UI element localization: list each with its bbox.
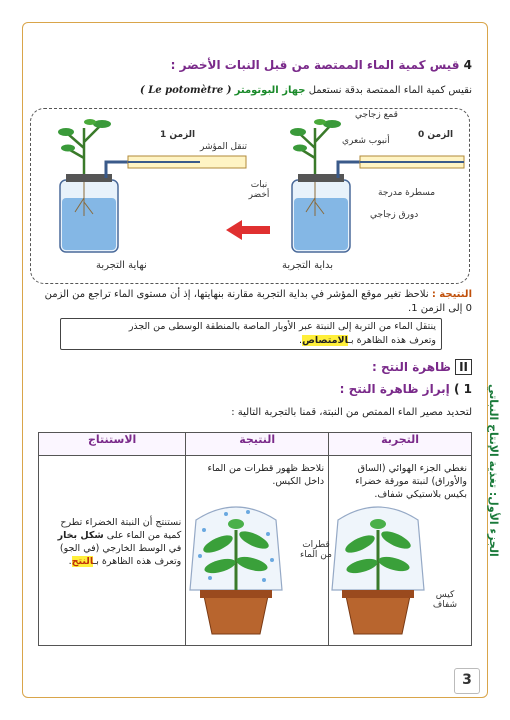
header-experiment: التجربة xyxy=(329,433,472,456)
plant-pot-experiment xyxy=(318,500,438,640)
label-start: بداية التجربة xyxy=(282,260,334,271)
section-2-1-title: 1 ) إبراز ظاهرة النتح : xyxy=(339,382,472,396)
label-plastic-bag: كيس شفاف xyxy=(432,590,458,610)
label-green-plant: نبات أخضر xyxy=(248,180,270,200)
plant-pot-result xyxy=(176,500,296,640)
conclusion-text: ينتقل الماء من التربة إلى النبتة عبر الأوبار الماصة بالمنطقة الوسطى من الجذر وتعرف هذه الظاهرة بـالامتصاص. xyxy=(128,321,436,346)
red-arrow xyxy=(226,220,270,240)
section-4-title: 4 قيس كمية الماء الممتصة من قبل النبات الأخضر : xyxy=(170,58,472,72)
term-transpiration: النتح xyxy=(71,556,94,567)
label-graduated-ruler: مسطرة مدرجة xyxy=(378,188,436,198)
label-end: نهاية التجربة xyxy=(96,260,147,271)
label-glass-flask: دورق زجاجي xyxy=(370,210,419,220)
label-time-1: الزمن 1 xyxy=(160,130,196,140)
header-result: النتيجة xyxy=(186,433,329,456)
header-conclusion: الاستنتاج xyxy=(39,433,186,456)
label-capillary: أنبوب شعري xyxy=(342,136,390,146)
label-glass-funnel: قمع زجاجي xyxy=(355,110,398,120)
section-2-intro: لتحديد مصير الماء الممتص من النبتة، قمنا بالتجربة التالية : xyxy=(231,407,472,418)
side-chapter-label: الجزء الأول: تغذية الإنتاج النباتي xyxy=(487,383,500,557)
term-absorption: الامتصاص xyxy=(302,335,349,346)
device-name-fr: ( Le potomètre ) xyxy=(140,85,232,96)
cell-result: نلاحظ ظهور قطرات من الماء داخل الكيس. xyxy=(186,456,329,646)
label-water-drops: قطرات من الماء xyxy=(300,540,332,560)
device-name: جهاز البوتومتر xyxy=(234,85,306,96)
page-number: 3 xyxy=(454,668,480,694)
end-apparatus xyxy=(58,119,246,252)
label-indicator-move: تنقل المؤشر xyxy=(200,142,248,152)
cell-conclusion: نستنتج أن النبتة الخضراء تطرح كمية من الماء على شكل بخار في الوسط الخارجي (في الجو) وتعرف هذه الظاهرة بـالنتح. xyxy=(39,456,186,646)
cell-experiment: نغطي الجزء الهوائي (الساق والأوراق) لنبتة مورقة خضراء بكيس بلاستيكي شفاف. xyxy=(329,456,472,646)
label-time-0: الزمن 0 xyxy=(418,130,454,140)
section-2-title: II ظاهرة النتح : xyxy=(250,360,472,374)
result-paragraph: النتيجة : نلاحظ تغير موقع المؤشر في بداية التجربة مقارنة بنهايتها، إذ أن مستوى الماء تراجع من الزمن 0 إلى الزمن 1. xyxy=(44,289,472,314)
potometer-intro: نقيس كمية الماء الممتصة بدقة نستعمل جهاز البوتومتر ( Le potomètre ) xyxy=(140,85,472,96)
